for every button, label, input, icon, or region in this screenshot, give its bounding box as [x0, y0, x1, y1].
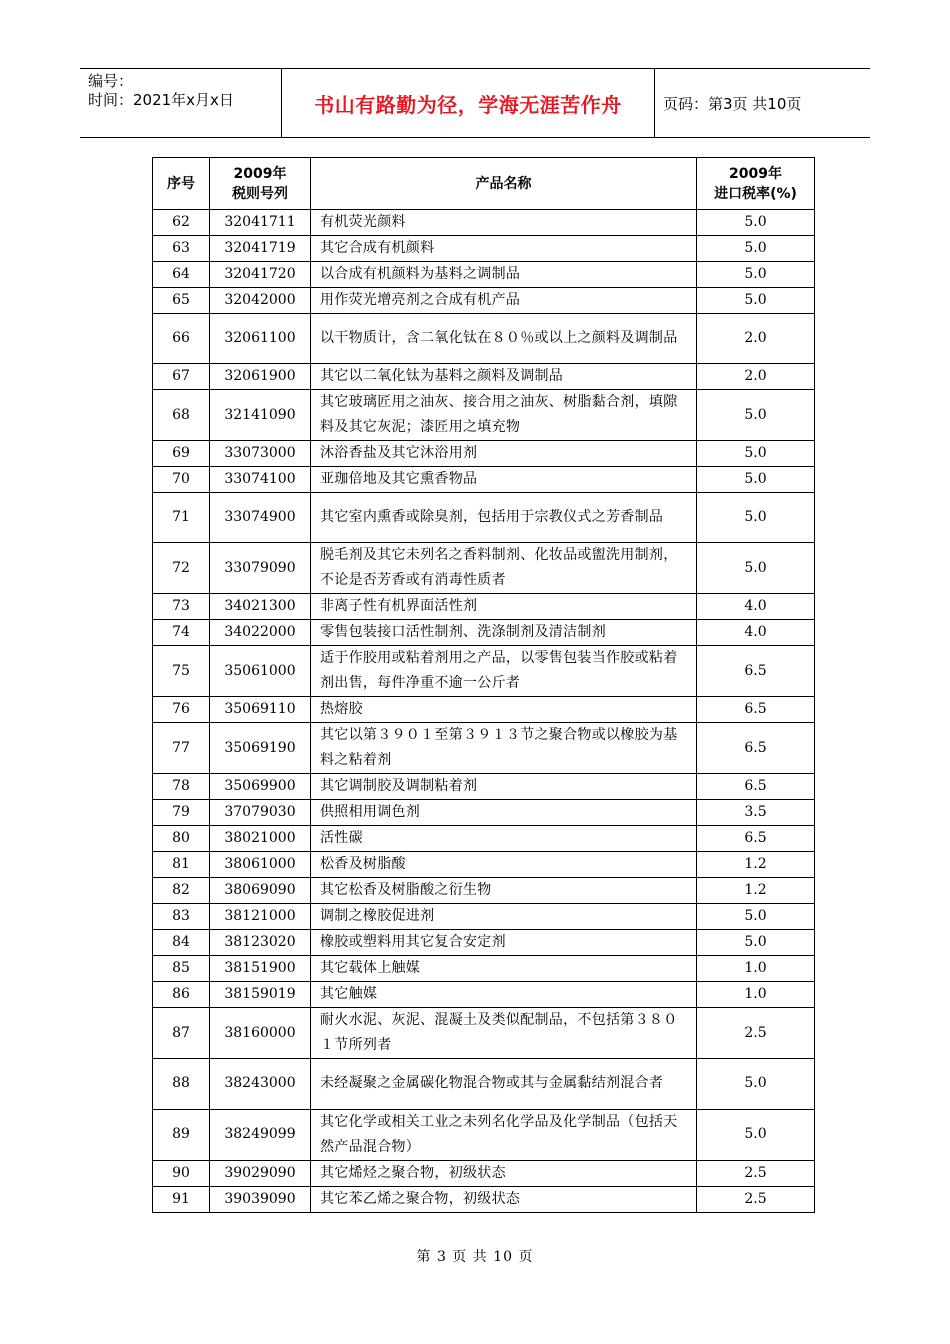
- product-name: 亚珈倍地及其它熏香物品: [311, 467, 697, 493]
- table-row: [153, 441, 815, 467]
- tariff-code: 38249099: [210, 1109, 311, 1160]
- tariff-code: 33074100: [210, 467, 311, 493]
- import-rate: 5.0: [697, 467, 815, 493]
- import-rate: 6.5: [697, 826, 815, 852]
- row-number: 91: [153, 1186, 210, 1212]
- tariff-code: 33079090: [210, 543, 311, 594]
- tariff-code: 32041711: [210, 210, 311, 236]
- table-row: [153, 982, 815, 1008]
- table-row: [153, 697, 815, 723]
- row-number: 79: [153, 800, 210, 826]
- tariff-code: 34022000: [210, 620, 311, 646]
- table-row: [153, 904, 815, 930]
- row-number: 62: [153, 210, 210, 236]
- product-name: 活性碳: [311, 826, 697, 852]
- row-number: 64: [153, 262, 210, 288]
- product-name: 供照相用调色剂: [311, 800, 697, 826]
- product-name: 其它以二氧化钛为基料之颜料及调制品: [311, 364, 697, 390]
- row-number: 74: [153, 620, 210, 646]
- import-rate: 6.5: [697, 723, 815, 774]
- product-name: 调制之橡胶促进剂: [311, 904, 697, 930]
- tariff-code: 33074900: [210, 493, 311, 543]
- document-header: [80, 68, 870, 138]
- motto: 书山有路勤为径，学海无涯苦作舟: [282, 69, 655, 137]
- tariff-code: 38069090: [210, 878, 311, 904]
- table-row: [153, 314, 815, 364]
- product-name: 以干物质计，含二氧化钛在８０％或以上之颜料及调制品: [311, 314, 697, 364]
- table-row: [153, 723, 815, 774]
- row-number: 72: [153, 543, 210, 594]
- table-row: [153, 390, 815, 441]
- import-rate: 5.0: [697, 930, 815, 956]
- number-label: 编号：: [88, 72, 134, 90]
- tariff-code: 38151900: [210, 956, 311, 982]
- tariff-code: 38061000: [210, 852, 311, 878]
- product-name: 沐浴香盐及其它沐浴用剂: [311, 441, 697, 467]
- time-label: 时间：2021年x月x日: [88, 91, 234, 109]
- row-number: 66: [153, 314, 210, 364]
- import-rate: 2.5: [697, 1160, 815, 1186]
- header-meta: [80, 69, 282, 137]
- tariff-table: [152, 157, 815, 1213]
- import-rate: 2.0: [697, 314, 815, 364]
- page-label: 页码：第3页 共10页: [663, 94, 802, 113]
- table-row: [153, 620, 815, 646]
- row-number: 81: [153, 852, 210, 878]
- tariff-code: 38021000: [210, 826, 311, 852]
- row-number: 82: [153, 878, 210, 904]
- product-name: 其它触媒: [311, 982, 697, 1008]
- import-rate: 5.0: [697, 1109, 815, 1160]
- tariff-code: 39039090: [210, 1186, 311, 1212]
- import-rate: 5.0: [697, 390, 815, 441]
- product-name: 其它玻璃匠用之油灰、接合用之油灰、树脂黏合剂，填隙料及其它灰泥；漆匠用之填充物: [311, 390, 697, 441]
- tariff-code: 33073000: [210, 441, 311, 467]
- tariff-code: 38123020: [210, 930, 311, 956]
- row-number: 68: [153, 390, 210, 441]
- import-rate: 1.2: [697, 878, 815, 904]
- import-rate: 5.0: [697, 493, 815, 543]
- table-row: [153, 1008, 815, 1059]
- table-row: [153, 774, 815, 800]
- product-name: 零售包装接口活性制剂、洗涤制剂及清洁制剂: [311, 620, 697, 646]
- product-name: 松香及树脂酸: [311, 852, 697, 878]
- table-row: [153, 1160, 815, 1186]
- tariff-code: 32141090: [210, 390, 311, 441]
- table-row: [153, 210, 815, 236]
- row-number: 85: [153, 956, 210, 982]
- table-row: [153, 852, 815, 878]
- row-number: 73: [153, 594, 210, 620]
- row-number: 76: [153, 697, 210, 723]
- tariff-code: 32061900: [210, 364, 311, 390]
- tariff-code: 35061000: [210, 646, 311, 697]
- import-rate: 5.0: [697, 262, 815, 288]
- row-number: 70: [153, 467, 210, 493]
- import-rate: 1.2: [697, 852, 815, 878]
- table-row: [153, 646, 815, 697]
- import-rate: 5.0: [697, 236, 815, 262]
- table-row: [153, 800, 815, 826]
- import-rate: 6.5: [697, 646, 815, 697]
- row-number: 90: [153, 1160, 210, 1186]
- product-name: 其它合成有机颜料: [311, 236, 697, 262]
- page-footer: 第 3 页 共 10 页: [416, 1249, 534, 1265]
- product-name: 以合成有机颜料为基料之调制品: [311, 262, 697, 288]
- row-number: 86: [153, 982, 210, 1008]
- tariff-code: 32061100: [210, 314, 311, 364]
- import-rate: 4.0: [697, 594, 815, 620]
- table-row: [153, 930, 815, 956]
- import-rate: 5.0: [697, 904, 815, 930]
- table-row: [153, 1059, 815, 1109]
- product-name: 有机荧光颜料: [311, 210, 697, 236]
- table-header-row: [153, 158, 815, 210]
- product-name: 非离子性有机界面活性剂: [311, 594, 697, 620]
- table-row: [153, 262, 815, 288]
- import-rate: 6.5: [697, 774, 815, 800]
- import-rate: 3.5: [697, 800, 815, 826]
- row-number: 80: [153, 826, 210, 852]
- row-number: 89: [153, 1109, 210, 1160]
- row-number: 84: [153, 930, 210, 956]
- product-name: 其它载体上触媒: [311, 956, 697, 982]
- row-number: 77: [153, 723, 210, 774]
- product-name: 其它调制胶及调制粘着剂: [311, 774, 697, 800]
- row-number: 87: [153, 1008, 210, 1059]
- import-rate: 2.0: [697, 364, 815, 390]
- table-row: [153, 594, 815, 620]
- product-name: 其它苯乙烯之聚合物，初级状态: [311, 1186, 697, 1212]
- tariff-code: 35069110: [210, 697, 311, 723]
- tariff-code: 34021300: [210, 594, 311, 620]
- product-name: 其它松香及树脂酸之衍生物: [311, 878, 697, 904]
- import-rate: 1.0: [697, 982, 815, 1008]
- import-rate: 4.0: [697, 620, 815, 646]
- table-body: [153, 210, 815, 1213]
- product-name: 脱毛剂及其它未列名之香料制剂、化妆品或盥洗用制剂，不论是否芳香或有消毒性质者: [311, 543, 697, 594]
- import-rate: 5.0: [697, 288, 815, 314]
- table-row: [153, 236, 815, 262]
- product-name: 其它室内熏香或除臭剂，包括用于宗教仪式之芳香制品: [311, 493, 697, 543]
- table-row: [153, 364, 815, 390]
- table-row: [153, 1109, 815, 1160]
- product-name: 橡胶或塑料用其它复合安定剂: [311, 930, 697, 956]
- product-name: 适于作胶用或粘着剂用之产品，以零售包装当作胶或粘着剂出售，每件净重不逾一公斤者: [311, 646, 697, 697]
- header-rate: 2009年 进口税率(%): [697, 158, 815, 210]
- product-name: 其它烯烃之聚合物，初级状态: [311, 1160, 697, 1186]
- product-name: 耐火水泥、灰泥、混凝土及类似配制品，不包括第３８０１节所列者: [311, 1008, 697, 1059]
- product-name: 用作荧光增亮剂之合成有机产品: [311, 288, 697, 314]
- tariff-code: 32041719: [210, 236, 311, 262]
- import-rate: 5.0: [697, 543, 815, 594]
- import-rate: 5.0: [697, 210, 815, 236]
- tariff-code: 38243000: [210, 1059, 311, 1109]
- product-name: 其它化学或相关工业之未列名化学品及化学制品（包括天然产品混合物）: [311, 1109, 697, 1160]
- table-row: [153, 826, 815, 852]
- row-number: 78: [153, 774, 210, 800]
- import-rate: 2.5: [697, 1186, 815, 1212]
- tariff-code: 37079030: [210, 800, 311, 826]
- table-row: [153, 1186, 815, 1212]
- tariff-code: 32042000: [210, 288, 311, 314]
- table-row: [153, 288, 815, 314]
- import-rate: 1.0: [697, 956, 815, 982]
- row-number: 71: [153, 493, 210, 543]
- row-number: 67: [153, 364, 210, 390]
- tariff-code: 35069900: [210, 774, 311, 800]
- product-name: 热熔胶: [311, 697, 697, 723]
- tariff-code: 39029090: [210, 1160, 311, 1186]
- table-row: [153, 467, 815, 493]
- import-rate: 6.5: [697, 697, 815, 723]
- tariff-code: 35069190: [210, 723, 311, 774]
- tariff-code: 32041720: [210, 262, 311, 288]
- header-code: 2009年 税则号列: [210, 158, 311, 210]
- row-number: 88: [153, 1059, 210, 1109]
- import-rate: 2.5: [697, 1008, 815, 1059]
- table-row: [153, 493, 815, 543]
- product-name: 未经凝聚之金属碳化物混合物或其与金属黏结剂混合者: [311, 1059, 697, 1109]
- tariff-code: 38160000: [210, 1008, 311, 1059]
- row-number: 83: [153, 904, 210, 930]
- row-number: 63: [153, 236, 210, 262]
- row-number: 69: [153, 441, 210, 467]
- header-name: 产品名称: [311, 158, 697, 210]
- row-number: 75: [153, 646, 210, 697]
- table-row: [153, 956, 815, 982]
- table-row: [153, 878, 815, 904]
- tariff-code: 38121000: [210, 904, 311, 930]
- header-no: 序号: [153, 158, 210, 210]
- import-rate: 5.0: [697, 1059, 815, 1109]
- tariff-code: 38159019: [210, 982, 311, 1008]
- product-name: 其它以第３９０１至第３９１３节之聚合物或以橡胶为基料之粘着剂: [311, 723, 697, 774]
- import-rate: 5.0: [697, 441, 815, 467]
- row-number: 65: [153, 288, 210, 314]
- table-row: [153, 543, 815, 594]
